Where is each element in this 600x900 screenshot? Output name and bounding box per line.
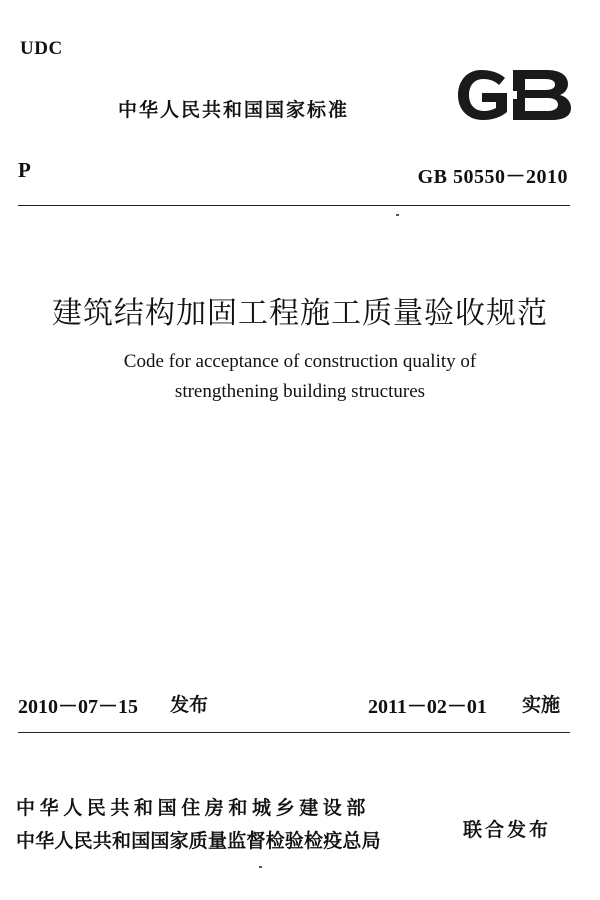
implement-label: 实施 bbox=[522, 694, 561, 716]
title-english-line1: Code for acceptance of construction quality of bbox=[123, 351, 477, 372]
issue-date: 2010－07－15 bbox=[18, 696, 138, 718]
title-chinese: 建筑结构加固工程施工质量验收规范 bbox=[52, 296, 548, 331]
scan-speck bbox=[396, 214, 399, 216]
issuer-ministry-housing: 中华人民共和国住房和城乡建设部 bbox=[16, 797, 371, 819]
standard-number: GB 50550－2010 bbox=[417, 166, 568, 188]
category-code: P bbox=[18, 158, 31, 182]
bottom-divider bbox=[18, 732, 570, 733]
joint-issue-label: 联合发布 bbox=[463, 819, 552, 841]
title-english-line2: strengthening building structures bbox=[174, 381, 426, 402]
gb-logo-icon bbox=[455, 66, 573, 124]
issue-label: 发布 bbox=[170, 694, 209, 716]
national-standard-heading: 中华人民共和国国家标准 bbox=[118, 99, 350, 121]
top-divider bbox=[18, 205, 570, 206]
issuer-aqsiq: 中华人民共和国国家质量监督检验检疫总局 bbox=[16, 830, 381, 852]
scan-speck bbox=[259, 866, 262, 868]
implement-date: 2011－02－01 bbox=[368, 696, 487, 718]
udc-label: UDC bbox=[20, 38, 63, 59]
